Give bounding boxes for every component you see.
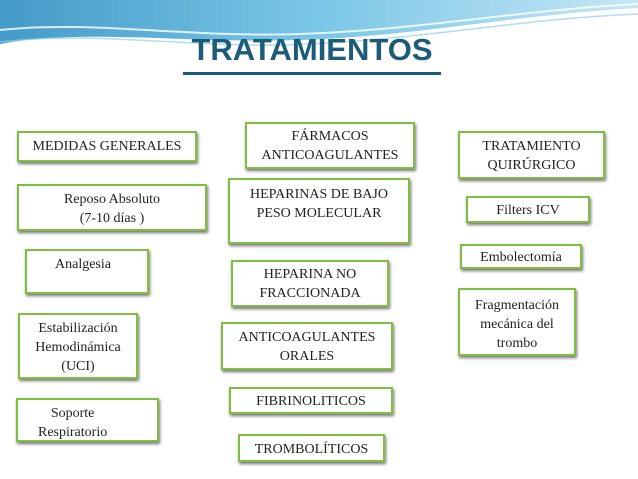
- filters-icv-label: Filters ICV: [496, 203, 560, 218]
- embolectomia-box: [460, 244, 582, 269]
- soporte-label: Soporte Respiratorio: [38, 406, 108, 440]
- soporte-box: [16, 398, 159, 442]
- tromboliticos-label: TROMBOLÍTICOS: [254, 442, 369, 457]
- anticoagulantes-orales-label: ANTICOAGULANTES ORALES: [238, 330, 376, 364]
- quirurgico-header: [458, 131, 605, 179]
- page-title: TRATAMIENTOS: [191, 32, 433, 67]
- fibrinoliticos-label: FIBRINOLITICOS: [256, 394, 366, 409]
- farmacos-header-label: FÁRMACOS ANTICOAGULANTES: [261, 129, 399, 163]
- anticoagulantes-orales-box: [221, 322, 393, 370]
- heparinas-bajo-peso-box: [228, 178, 410, 244]
- analgesia-label: Analgesia: [55, 257, 111, 272]
- fragmentacion-label: Fragmentación mecánica del trombo: [475, 298, 559, 351]
- heparinas-bajo-peso-label: HEPARINAS DE BAJO PESO MOLECULAR: [250, 187, 388, 221]
- fibrinoliticos-box: [229, 387, 393, 414]
- embolectomia-label: Embolectomía: [480, 250, 562, 265]
- analgesia-box: [25, 249, 149, 294]
- heparina-no-fraccionada-label: HEPARINA NO FRACCIONADA: [259, 267, 361, 301]
- reposo-absoluto-box: [17, 184, 207, 231]
- medidas-generales-header-label: MEDIDAS GENERALES: [32, 139, 182, 154]
- heparina-no-fraccionada-box: [231, 260, 389, 307]
- farmacos-header: [245, 122, 415, 169]
- title-underline: [183, 72, 441, 75]
- tromboliticos-box: [238, 434, 385, 462]
- estabilizacion-label: Estabilización Hemodinámica (UCI): [35, 321, 121, 374]
- estabilizacion-box: [18, 313, 138, 379]
- quirurgico-header-label: TRATAMIENTO QUIRÚRGICO: [482, 139, 581, 173]
- reposo-absoluto-label: Reposo Absoluto (7-10 días ): [63, 192, 161, 226]
- fragmentacion-box: [458, 288, 576, 356]
- medidas-generales-header: [17, 131, 197, 162]
- filters-icv-box: [466, 196, 590, 223]
